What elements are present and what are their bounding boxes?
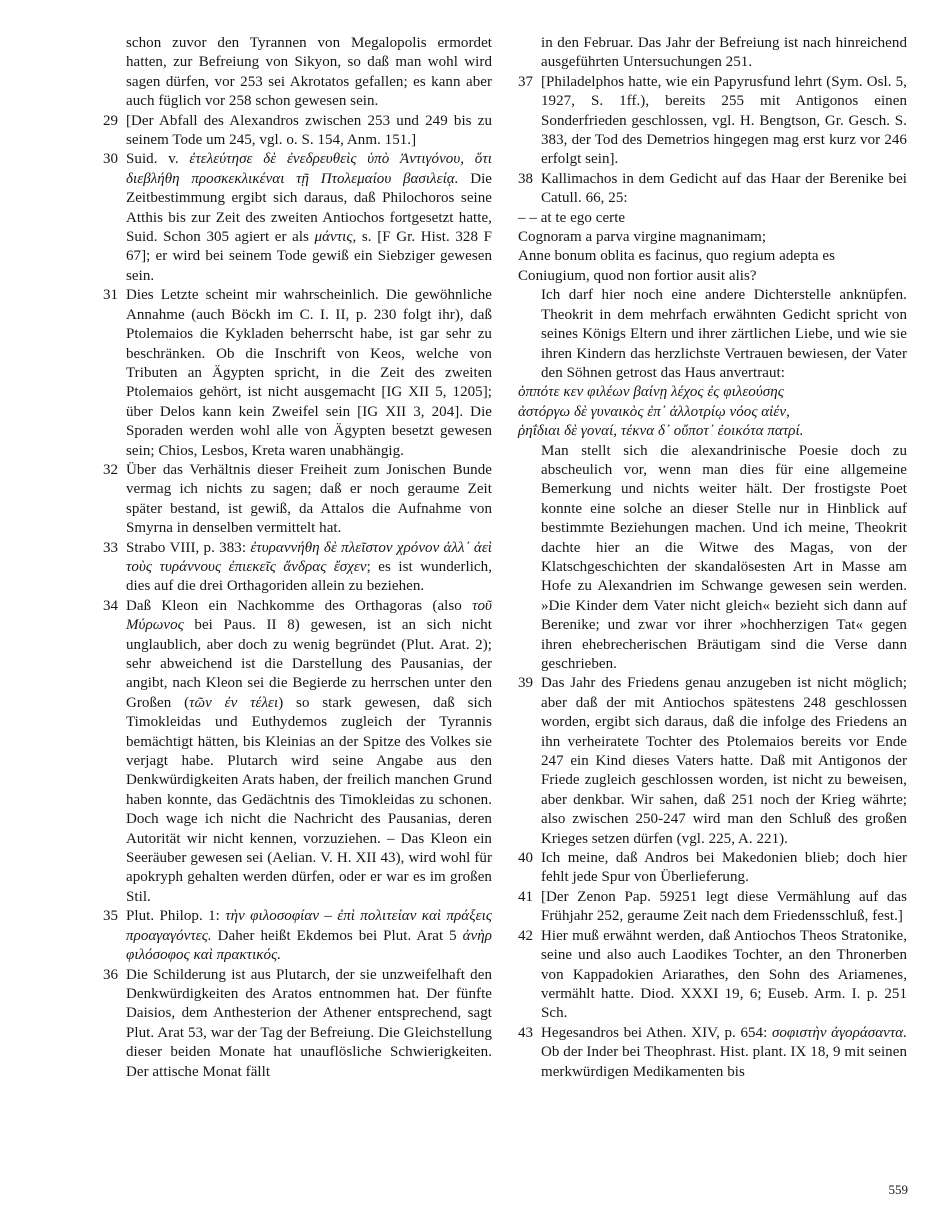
endnote-text: Daß Kleon ein Nachkomme des Orthagoras (also [126,597,473,614]
endnote-continuation [103,34,492,112]
endnote-34 [103,597,492,908]
verse-line: ὁππότε κεν φιλέων βαίνῃ λέχος ἐς φιλεούσης [518,384,784,401]
endnote-text: [Philadelphos hatte, wie ein Papyrusfund lehrt (Sym. Osl. 5, 1927, S. 1ff.), bereits 255 mit Antigonos einen Sonderfrieden geschlossen, vgl. H. Bengtson, Gr. Gesch. S. 383, der Tod des Demetrios hingegen mag erst kurz vor 246 erfolgt sein]. [541,73,907,168]
endnote-38 [518,170,907,675]
endnote-30 [103,150,492,286]
greek-phrase: τῶν ἐν τέλει [189,694,279,711]
endnote-continuation [518,34,907,73]
endnote-text: Dies Letzte scheint mir wahrscheinlich. Die gewöhnliche Annahme (auch Böckh im C. I. II, p. 230 folgt ihr), daß Ptolemaios die Kykladen beherrscht habe, ist gar sehr zu beschränken. Ob die Inschrift von Keos, welche von Tributen an Ägypten spricht, in die Zeit des zweiten Ptolemaios gehört, ist nicht ausgemacht [IG XII 5, 1205]; über Delos kann kein Zweifel sein [IG XII 3, 204]. Die Sporaden werden wohl alle von Ägypten besetzt gewesen sein; Chios, Lesbos, Kreta waren unabhängig. [126,287,492,459]
endnote-text: [Der Abfall des Alexandros zwischen 253 und 249 bis zu seinem Tode um 245, vgl. o. S. 154, Anm. 151.] [126,112,492,149]
endnote-text: Man stellt sich die alexandrinische Poesie doch zu abscheulich vor, wenn man dies für eine allgemeine Bemerkung und nichts weiter hält. Der frostigste Poet konnte eine solche an dieser Stelle nur in Hinblick auf bestimmte Beziehungen machen. Und ich meine, Theokrit dachte hier an die Witwe des Magas, von der Klatschgeschichten der skandalösesten Art in Masse am Hofe zu Alexandrien im Schwange gewesen sein werden. »Die Kinder dem Vater nicht gleich« bezieht sich dann auf Berenike; und zwar vor ihrer »hochherzigen Tat« gegen ihren ehebrecherischen Bräutigam sind die Verse dann geschrieben. [541,442,907,672]
endnote-text: Ob der Inder bei Theophrast. Hist. plant. IX 18, 9 mit seinen merkwürdigen Medikamenten bis [541,1044,907,1080]
greek-phrase: τὴν φιλοσοφίαν – ἐπὶ πολιτείαν καὶ πράξεις προαγαγόντες. [126,908,492,944]
endnote-text: Das Jahr des Friedens genau anzugeben ist nicht möglich; aber daß der mit Antiochos spätestens 248 geschlossen worden, ergibt sich daraus, daß die infolge des Friedens an ihn verheiratete Tochter des Ptolemaios bereits vor Ende 247 ein Kind dieses Vaters hatte. Daß mit Antigonos der Friede zugleich geschlossen worden, ist nicht zu beweisen, aber denkbar. Wir sahen, daß 251 noch der Krieg währte; also zwischen 250-247 wird man den Schluß des großen Krieges setzen dürfen (vgl. 225, A. 221). [541,675,907,847]
endnote-35 [103,907,492,965]
right-column [518,34,907,1082]
endnote-number: 42 [518,927,534,944]
verse-line: ῥηΐδιαι δὲ γοναί, τέκνα δ᾽ οὔποτ᾽ ἐοικότα πατρί. [518,423,804,440]
greek-phrase: σοφιστὴν ἀγοράσαντα. [771,1024,908,1041]
endnote-text: , s. [F Gr. Hist. 328 F 67]; er wird bei seinem Tode gewiß ein Siebziger gewesen sein. [126,229,492,284]
endnote-text: Plut. Philop. 1: [126,908,226,925]
verse-line: Cognoram a parva virgine magnanimam; [518,229,767,246]
endnote-text: [Der Zenon Pap. 59251 legt diese Vermählung auf das Frühjahr 252, geraume Zeit nach dem Friedensschluß, fest.] [541,888,907,925]
endnote-number: 38 [518,170,534,187]
endnote-40 [518,849,907,888]
endnote-number: 31 [103,287,119,304]
endnote-number: 39 [518,675,534,692]
endnote-43 [518,1024,907,1082]
endnote-text: ; es ist wunderlich, dies auf die drei Orthagoriden allein zu beziehen. [126,558,492,595]
endnote-text: Suid. v. [126,151,190,168]
page-number: 559 [888,1182,908,1197]
endnote-text: Die Schilderung ist aus Plutarch, der sie unzweifelhaft den Denkwürdigkeiten des Aratos entnommen hat. Der fünfte Daisios, dem Anthesterion der Athener entsprechend, sagt Plut. Arat 53, war der Tag der Befreiung. Die Gleichstellung dieser beiden Monate hat unauflösliche Schwierigkeiten. Der attische Monat fällt [126,966,492,1080]
endnote-36 [103,966,492,1082]
endnote-number: 37 [518,73,534,90]
endnote-text: schon zuvor den Tyrannen von Megalopolis ermordet hatten, zur Befreiung von Sikyon, so daß man wohl wird sagen dürfen, vor 253 sei Akrotatos gefallen; es kann aber auch füglich vor 258 schon gewesen sein. [126,35,492,110]
endnote-32 [103,461,492,539]
endnote-text: Daher heißt Ekdemos bei Plut. Arat 5 [211,927,463,944]
endnote-42 [518,927,907,1024]
endnote-39 [518,674,907,849]
endnote-31 [103,286,492,461]
endnote-29 [103,112,492,151]
greek-phrase: ἀνὴρ φιλόσοφος καὶ πρακτικός. [126,927,492,964]
greek-phrase: τοῦ Μύρωνος [126,597,492,634]
endnote-text: Hegesandros bei Athen. XIV, p. 654: [541,1024,772,1041]
left-column [103,34,492,1082]
endnote-number: 33 [103,539,119,556]
endnote-text: Die Zeitbestimmung ergibt sich daraus, daß Philochoros seine Atthis bis zur Zeit des zweiten Antiochos fortgesetzt hatte, Suid. Schon 305 agiert er als [126,170,493,246]
endnote-number: 34 [103,597,119,614]
greek-phrase: μάντις [314,229,353,246]
endnote-text: Über das Verhältnis dieser Freiheit zum Jonischen Bunde vermag ich nichts zu sagen; daß er noch geraume Zeit später bestand, ist gewiß, da Attalos die Aufnahme von Smyrna in denselben vermittelt hat. [126,461,492,537]
greek-phrase: ἐτυραννήθη δὲ πλεῖστον χρόνον ἀλλ᾽ ἀεὶ τοὺς τυράννους ἐπιεκεῖς ἄνδρας ἔσχεν [126,539,492,575]
endnote-text: in den Februar. Das Jahr der Befreiung ist nach hinreichend ausgeführten Untersuchungen 251. [541,35,907,71]
verse-line: Coniugium, quod non fortior ausit alis? [518,267,757,284]
endnote-number: 43 [518,1024,534,1041]
verse-line: – – at te ego certe [518,209,626,226]
endnote-text: ) so stark gewesen, daß sich Timokleidas und Euthydemos zugleich der Tyrannis bemächtigt hätten, bis Kleinias an der Spitze des Volkes sie verjagt habe. Plutarch wird seine Angabe aus den Denkwürdigkeiten Arats haben, der freilich manchen Grund haben konnte, das Gedächtnis des Timokleidas zu schonen. Doch wage ich nicht die Nachricht des Pausanias, deren Autorität wir nicht kennen, vorzuziehen. – Das Kleon ein Seeräuber gewesen sei (Aelian. V. H. XII 43), wird wohl für apokryph gehalten werden dürfen, oder er war es im großen Stil. [126,694,492,905]
verse-line: ἀστόργω δὲ γυναικὸς ἐπ᾽ ἀλλοτρίῳ νόος αἰέν, [518,403,790,420]
endnote-text: Ich darf hier noch eine andere Dichterstelle anknüpfen. Theokrit in dem mehrfach erwähnten Gedicht spricht von seines Königs Eltern und ihrer zärtlichen Liebe, und wie sie ihren Kindern das herzlichste Vertrauen bewiesen, der Vater den Söhnen getrost das Haus anvertraut: [541,287,907,381]
endnote-text: Strabo VIII, p. 383: [126,539,251,556]
endnotes-columns [103,34,908,1082]
endnote-number: 40 [518,850,534,867]
endnote-33 [103,539,492,597]
endnote-37 [518,73,907,170]
endnote-41 [518,888,907,927]
endnote-number: 41 [518,888,534,905]
endnote-text: Ich meine, daß Andros bei Makedonien blieb; doch hier fehlt jede Spur von Überlieferung. [541,850,907,886]
endnote-number: 35 [103,908,119,925]
endnote-number: 32 [103,461,119,478]
endnote-text: bei Paus. II 8) gewesen, ist an sich nicht unglaublich, aber doch zu wenig begründet (Plut. Arat. 2); sehr abweichend ist die Darstellung des Pausanias, der angibt, nach Kleon sei die Begierde zu herrschen unter den Großen ( [126,617,492,711]
endnote-number: 36 [103,966,119,983]
endnote-number: 29 [103,112,119,129]
verse-line: Anne bonum oblita es facinus, quo regium adepta es [518,248,836,265]
endnote-number: 30 [103,151,119,168]
endnote-text: Kallimachos in dem Gedicht auf das Haar der Berenike bei Catull. 66, 25: [541,170,907,207]
endnote-text: Hier muß erwähnt werden, daß Antiochos Theos Stratonike, seine und also auch Laodikes Tochter, an den Thronerben von Kappadokien Ariarathes, den Sohn des Ariamenes, vermählt hatte. Diod. XXXI 19, 6; Euseb. Arm. I. p. 251 Sch. [541,927,907,1022]
greek-phrase: ἐτελεύτησε δὲ ἐνεδρευθεὶς ὑπὸ Ἀντιγόνου, ὅτι διεβλήθη προσκεκλικέναι τῇ Πτολεμαίου βασιλείᾳ. [126,151,492,187]
